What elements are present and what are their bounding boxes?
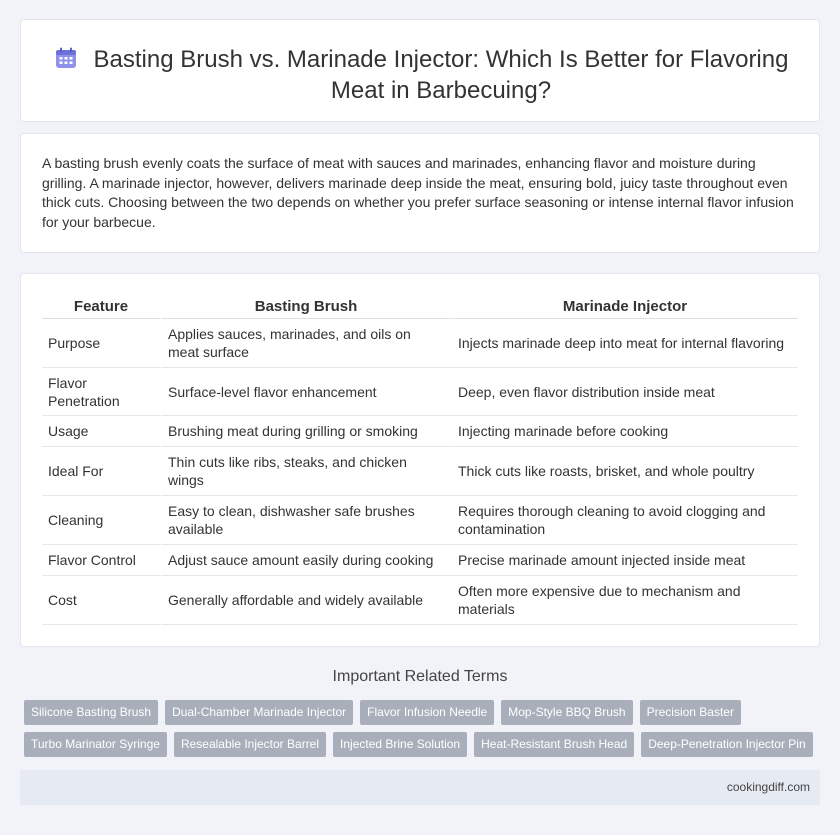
row-marinade-injector: Requires thorough cleaning to avoid clogging and contamination [450, 496, 798, 545]
row-feature: Flavor Control [42, 545, 160, 576]
table-row [42, 545, 798, 576]
row-basting-brush: Generally affordable and widely available [160, 576, 450, 625]
related-term-tag[interactable]: Resealable Injector Barrel [174, 732, 326, 757]
row-feature: Usage [42, 416, 160, 447]
table-row [42, 576, 798, 625]
table-row [42, 416, 798, 447]
intro-card [20, 133, 820, 253]
row-feature: Cost [42, 576, 160, 625]
row-feature: Cleaning [42, 496, 160, 545]
row-marinade-injector: Thick cuts like roasts, brisket, and whole poultry [450, 447, 798, 496]
row-marinade-injector: Often more expensive due to mechanism and materials [450, 576, 798, 625]
related-term-tag[interactable]: Flavor Infusion Needle [360, 700, 494, 725]
intro-paragraph: A basting brush evenly coats the surface of meat with sauces and marinades, enhancing flavor and moisture during grilling. A marinade injector, however, delivers marinade deep inside the meat, ensuring bold, juicy taste throughout even thick cuts. Choosing between the two depends on whether you prefer surface seasoning or intense internal flavor infusion for your barbecue. [42, 155, 794, 230]
table-row [42, 319, 798, 368]
table-row [42, 496, 798, 545]
table-header-row [42, 296, 798, 319]
table-row [42, 368, 798, 416]
table-row [42, 447, 798, 496]
row-basting-brush: Brushing meat during grilling or smoking [160, 416, 450, 447]
comparison-card [20, 273, 820, 647]
related-term-tag[interactable]: Deep-Penetration Injector Pin [641, 732, 812, 757]
header-feature: Feature [42, 296, 160, 319]
related-terms-heading: Important Related Terms [332, 668, 508, 685]
row-basting-brush: Applies sauces, marinades, and oils on meat surface [160, 319, 450, 368]
calendar-grid-icon [54, 46, 78, 70]
row-marinade-injector: Injecting marinade before cooking [450, 416, 798, 447]
comparison-table [42, 296, 798, 625]
tag-row [24, 700, 824, 725]
tag-row [24, 732, 824, 757]
header-basting-brush: Basting Brush [160, 296, 450, 319]
related-terms-tags [24, 700, 824, 764]
row-basting-brush: Easy to clean, dishwasher safe brushes available [160, 496, 450, 545]
header-marinade-injector: Marinade Injector [450, 296, 798, 319]
title-card [20, 19, 820, 122]
related-term-tag[interactable]: Mop-Style BBQ Brush [501, 700, 632, 725]
row-basting-brush: Thin cuts like ribs, steaks, and chicken wings [160, 447, 450, 496]
row-basting-brush: Surface-level flavor enhancement [160, 368, 450, 416]
related-term-tag[interactable]: Turbo Marinator Syringe [24, 732, 167, 757]
related-term-tag[interactable]: Heat-Resistant Brush Head [474, 732, 634, 757]
row-feature: Ideal For [42, 447, 160, 496]
related-term-tag[interactable]: Injected Brine Solution [333, 732, 467, 757]
related-term-tag[interactable]: Silicone Basting Brush [24, 700, 158, 725]
row-feature: Flavor Penetration [42, 368, 160, 416]
related-term-tag[interactable]: Dual-Chamber Marinade Injector [165, 700, 353, 725]
related-term-tag[interactable]: Precision Baster [640, 700, 741, 725]
row-marinade-injector: Deep, even flavor distribution inside meat [450, 368, 798, 416]
footer-site-name[interactable]: cookingdiff.com [726, 780, 810, 794]
row-basting-brush: Adjust sauce amount easily during cooking [160, 545, 450, 576]
row-marinade-injector: Injects marinade deep into meat for internal flavoring [450, 319, 798, 368]
page-title: Basting Brush vs. Marinade Injector: Which Is Better for Flavoring Meat in Barbecuing? [93, 46, 789, 104]
footer-bar [20, 770, 820, 805]
row-feature: Purpose [42, 319, 160, 368]
row-marinade-injector: Precise marinade amount injected inside meat [450, 545, 798, 576]
